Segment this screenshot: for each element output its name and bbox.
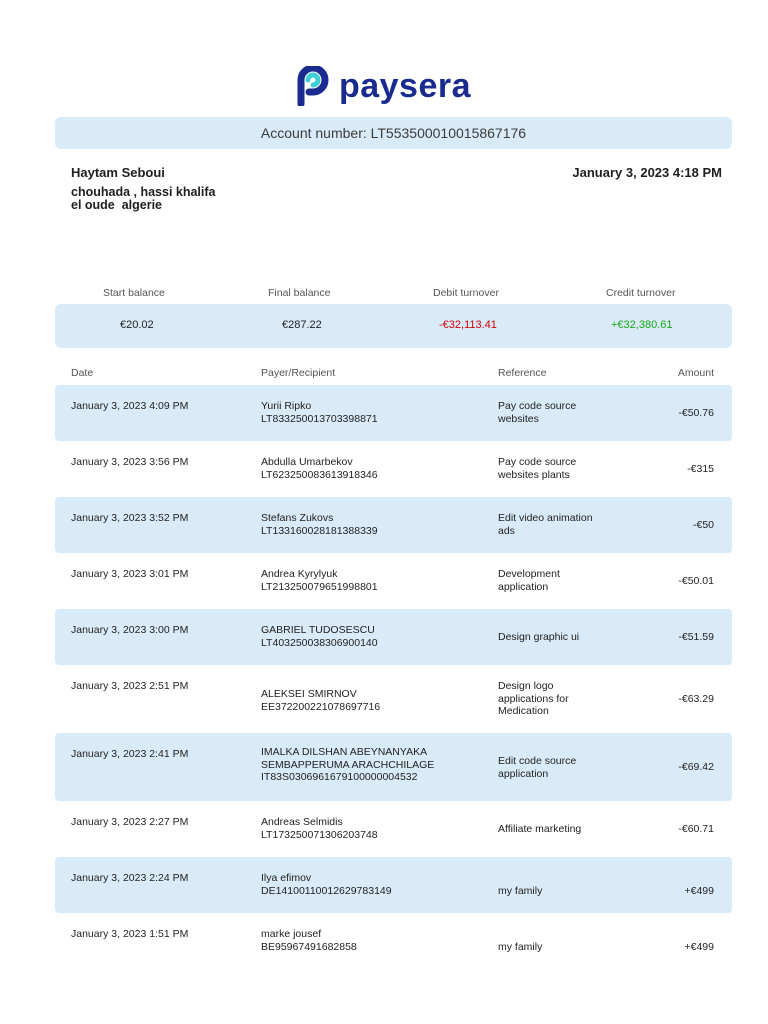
- payer-line: marke jousef: [261, 928, 322, 940]
- payer-line: SEMBAPPERUMA ARACHCHILAGE: [261, 758, 435, 771]
- payer-line: ALEKSEI SMIRNOV: [261, 688, 357, 700]
- reference-column-header: Reference: [498, 367, 547, 379]
- transaction-amount: -€60.71: [678, 823, 714, 835]
- payer-line: LT173250071306203748: [261, 828, 378, 841]
- amount-column-header: Amount: [677, 367, 714, 379]
- transaction-payer: [261, 456, 378, 481]
- transaction-amount: -€50.01: [678, 575, 714, 587]
- payer-line: IT83S0306961679100000004532: [261, 771, 418, 783]
- debit-turnover-label: Debit turnover: [433, 287, 499, 299]
- paysera-logo: [0, 66, 768, 106]
- table-row: [55, 553, 732, 609]
- summary-bar: [55, 304, 732, 348]
- start-balance-label: Start balance: [103, 287, 165, 299]
- reference-line: ads: [498, 524, 515, 537]
- payer-line: Stefans Zukovs: [261, 512, 334, 524]
- payer-line: LT623250083613918346: [261, 468, 378, 481]
- payer-line: Andrea Kyrylyuk: [261, 568, 338, 580]
- transaction-date: January 3, 2023 2:27 PM: [71, 816, 189, 828]
- payer-line: Yurii Ripko: [261, 400, 312, 412]
- transactions-table: [55, 385, 732, 969]
- transaction-amount: -€50: [692, 519, 714, 531]
- payer-line: LT403250038306900140: [261, 636, 378, 649]
- transaction-amount: -€69.42: [678, 761, 714, 773]
- transaction-reference: [498, 680, 618, 718]
- brand-name: paysera: [338, 66, 472, 105]
- holder-address-line-2: el oude algerie: [71, 198, 163, 212]
- transaction-date: January 3, 2023 2:24 PM: [71, 872, 189, 884]
- transaction-reference: [498, 755, 618, 780]
- table-row: [55, 913, 732, 969]
- transaction-amount: +€499: [684, 941, 714, 953]
- reference-line: my family: [498, 885, 543, 897]
- transaction-payer: [261, 400, 378, 425]
- date-column-header: Date: [71, 367, 94, 379]
- start-balance-value: €20.02: [120, 319, 154, 331]
- transaction-payer: [261, 688, 380, 713]
- transaction-payer: [261, 512, 378, 537]
- transaction-amount: -€63.29: [678, 693, 714, 705]
- payer-line: DE14100110012629783149: [261, 884, 392, 897]
- account-number-bar: [55, 117, 732, 149]
- final-balance-value: €287.22: [282, 319, 322, 331]
- table-row: [55, 857, 732, 913]
- transaction-date: January 3, 2023 2:51 PM: [71, 680, 189, 692]
- holder-name: Haytam Seboui: [71, 165, 165, 180]
- transaction-reference: [498, 823, 618, 836]
- final-balance-label: Final balance: [268, 287, 331, 299]
- transaction-date: January 3, 2023 3:01 PM: [71, 568, 189, 580]
- transaction-date: January 3, 2023 3:52 PM: [71, 512, 189, 524]
- payer-line: GABRIEL TUDOSESCU: [261, 624, 375, 636]
- reference-line: application: [498, 767, 549, 780]
- statement-date: January 3, 2023 4:18 PM: [572, 165, 722, 180]
- reference-line: Design logo: [498, 680, 554, 692]
- transaction-reference: [498, 568, 618, 593]
- credit-turnover-label: Credit turnover: [606, 287, 676, 299]
- payer-line: LT133160028181388339: [261, 524, 378, 537]
- transaction-reference: [498, 456, 618, 481]
- reference-line: my family: [498, 941, 543, 953]
- payer-line: Abdulla Umarbekov: [261, 456, 353, 468]
- transaction-date: January 3, 2023 1:51 PM: [71, 928, 189, 940]
- transaction-date: January 3, 2023 3:00 PM: [71, 624, 189, 636]
- account-number: Account number: LT553500010015867176: [260, 125, 527, 141]
- reference-line: Edit code source: [498, 755, 577, 767]
- table-row: [55, 733, 732, 801]
- table-row: [55, 801, 732, 857]
- transaction-payer: [261, 928, 357, 953]
- reference-line: Development: [498, 568, 560, 580]
- reference-line: websites plants: [498, 468, 570, 481]
- credit-turnover-value: +€32,380.61: [611, 319, 673, 331]
- reference-line: Pay code source: [498, 400, 577, 412]
- transaction-reference: [498, 885, 618, 898]
- table-row: [55, 385, 732, 441]
- payer-line: LT213250079651998801: [261, 580, 378, 593]
- reference-line: websites: [498, 412, 539, 425]
- transaction-reference: [498, 941, 618, 954]
- payer-line: EE372200221078697716: [261, 700, 381, 713]
- debit-turnover-value: -€32,113.41: [439, 319, 497, 331]
- transaction-payer: [261, 816, 378, 841]
- transactions-header: [55, 367, 732, 381]
- reference-line: Edit video animation: [498, 512, 593, 524]
- table-row: [55, 609, 732, 665]
- reference-line: Design graphic ui: [498, 631, 580, 643]
- reference-line: Pay code source: [498, 456, 577, 468]
- holder-address-line-1: chouhada , hassi khalifa: [71, 185, 216, 199]
- table-row: [55, 665, 732, 733]
- transaction-date: January 3, 2023 2:41 PM: [71, 748, 189, 760]
- transaction-amount: +€499: [684, 885, 714, 897]
- transaction-date: January 3, 2023 4:09 PM: [71, 400, 189, 412]
- transaction-amount: -€50.76: [678, 407, 714, 419]
- account-holder: [71, 165, 216, 212]
- summary-header: [55, 287, 732, 301]
- reference-line: application: [498, 580, 549, 593]
- transaction-payer: [261, 872, 392, 897]
- transaction-reference: [498, 512, 618, 537]
- reference-line: Medication: [498, 705, 549, 717]
- payer-line: LT833250013703398871: [261, 412, 378, 425]
- transaction-date: January 3, 2023 3:56 PM: [71, 456, 189, 468]
- payer-line: Ilya efimov: [261, 872, 312, 884]
- transaction-amount: -€51.59: [678, 631, 714, 643]
- transaction-payer: [261, 568, 378, 593]
- transaction-reference: [498, 400, 618, 425]
- table-row: [55, 441, 732, 497]
- paysera-logo-icon: [297, 66, 331, 106]
- payer-line: IMALKA DILSHAN ABEYNANYAKA: [261, 746, 428, 758]
- reference-line: Affiliate marketing: [498, 823, 582, 835]
- transaction-payer: [261, 746, 434, 784]
- transaction-payer: [261, 624, 378, 649]
- reference-line: applications for: [498, 692, 569, 705]
- transaction-reference: [498, 631, 618, 644]
- table-row: [55, 497, 732, 553]
- transaction-amount: -€315: [687, 463, 714, 475]
- payer-line: Andreas Selmidis: [261, 816, 343, 828]
- payer-column-header: Payer/Recipient: [261, 367, 336, 379]
- payer-line: BE95967491682858: [261, 940, 357, 953]
